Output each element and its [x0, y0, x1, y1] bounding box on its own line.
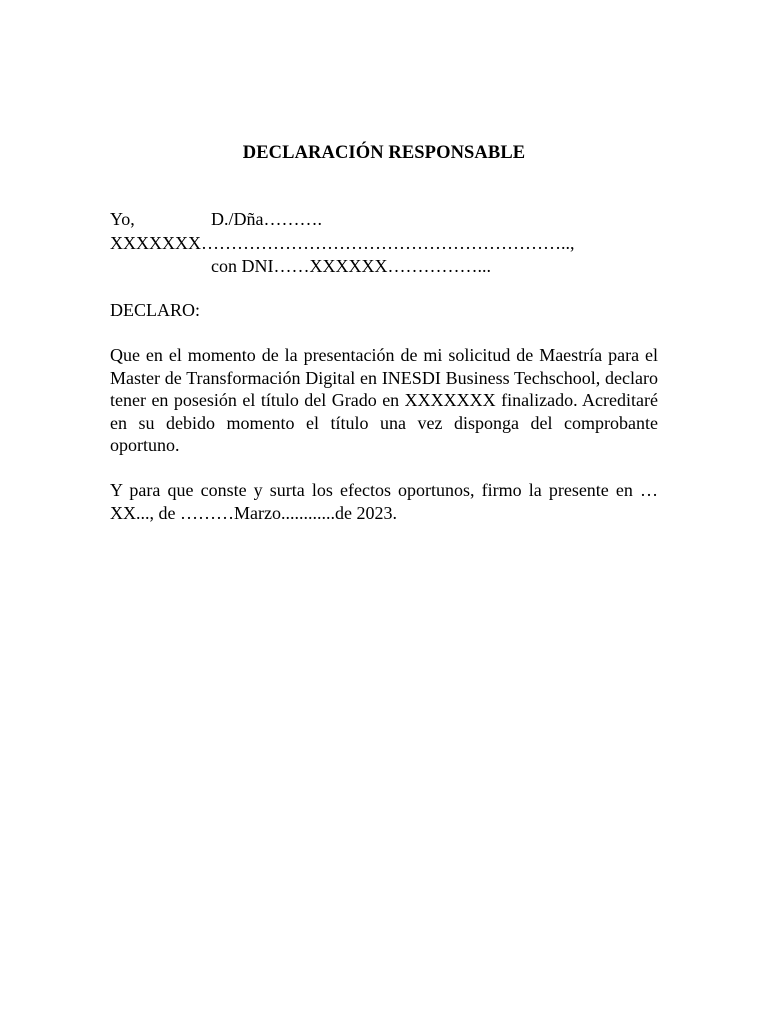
name-field-label: D./Dña……….: [211, 209, 322, 229]
closing-paragraph: Y para que conste y surta los efectos oportunos, firmo la presente en …XX..., de ………Marzo............de 2023.: [110, 480, 658, 523]
declaration-paragraph: Que en el momento de la presentación de mi solicitud de Maestría para el Master de Transformación Digital en INESDI Business Techschool, declaro tener en posesión el título del Grado en XXXXXXX finalizado. Acreditaré en su debido momento el título una vez disponga del comprobante oportuno.: [110, 345, 658, 455]
document-title: DECLARACIÓN RESPONSABLE: [242, 143, 526, 163]
dni-line: con DNI……XXXXXX……………...: [211, 256, 491, 276]
name-value: XXXXXXX……………………………………………………..,: [110, 233, 575, 253]
declaro-heading: DECLARO:: [110, 300, 200, 320]
yo-label: Yo,: [110, 209, 135, 229]
